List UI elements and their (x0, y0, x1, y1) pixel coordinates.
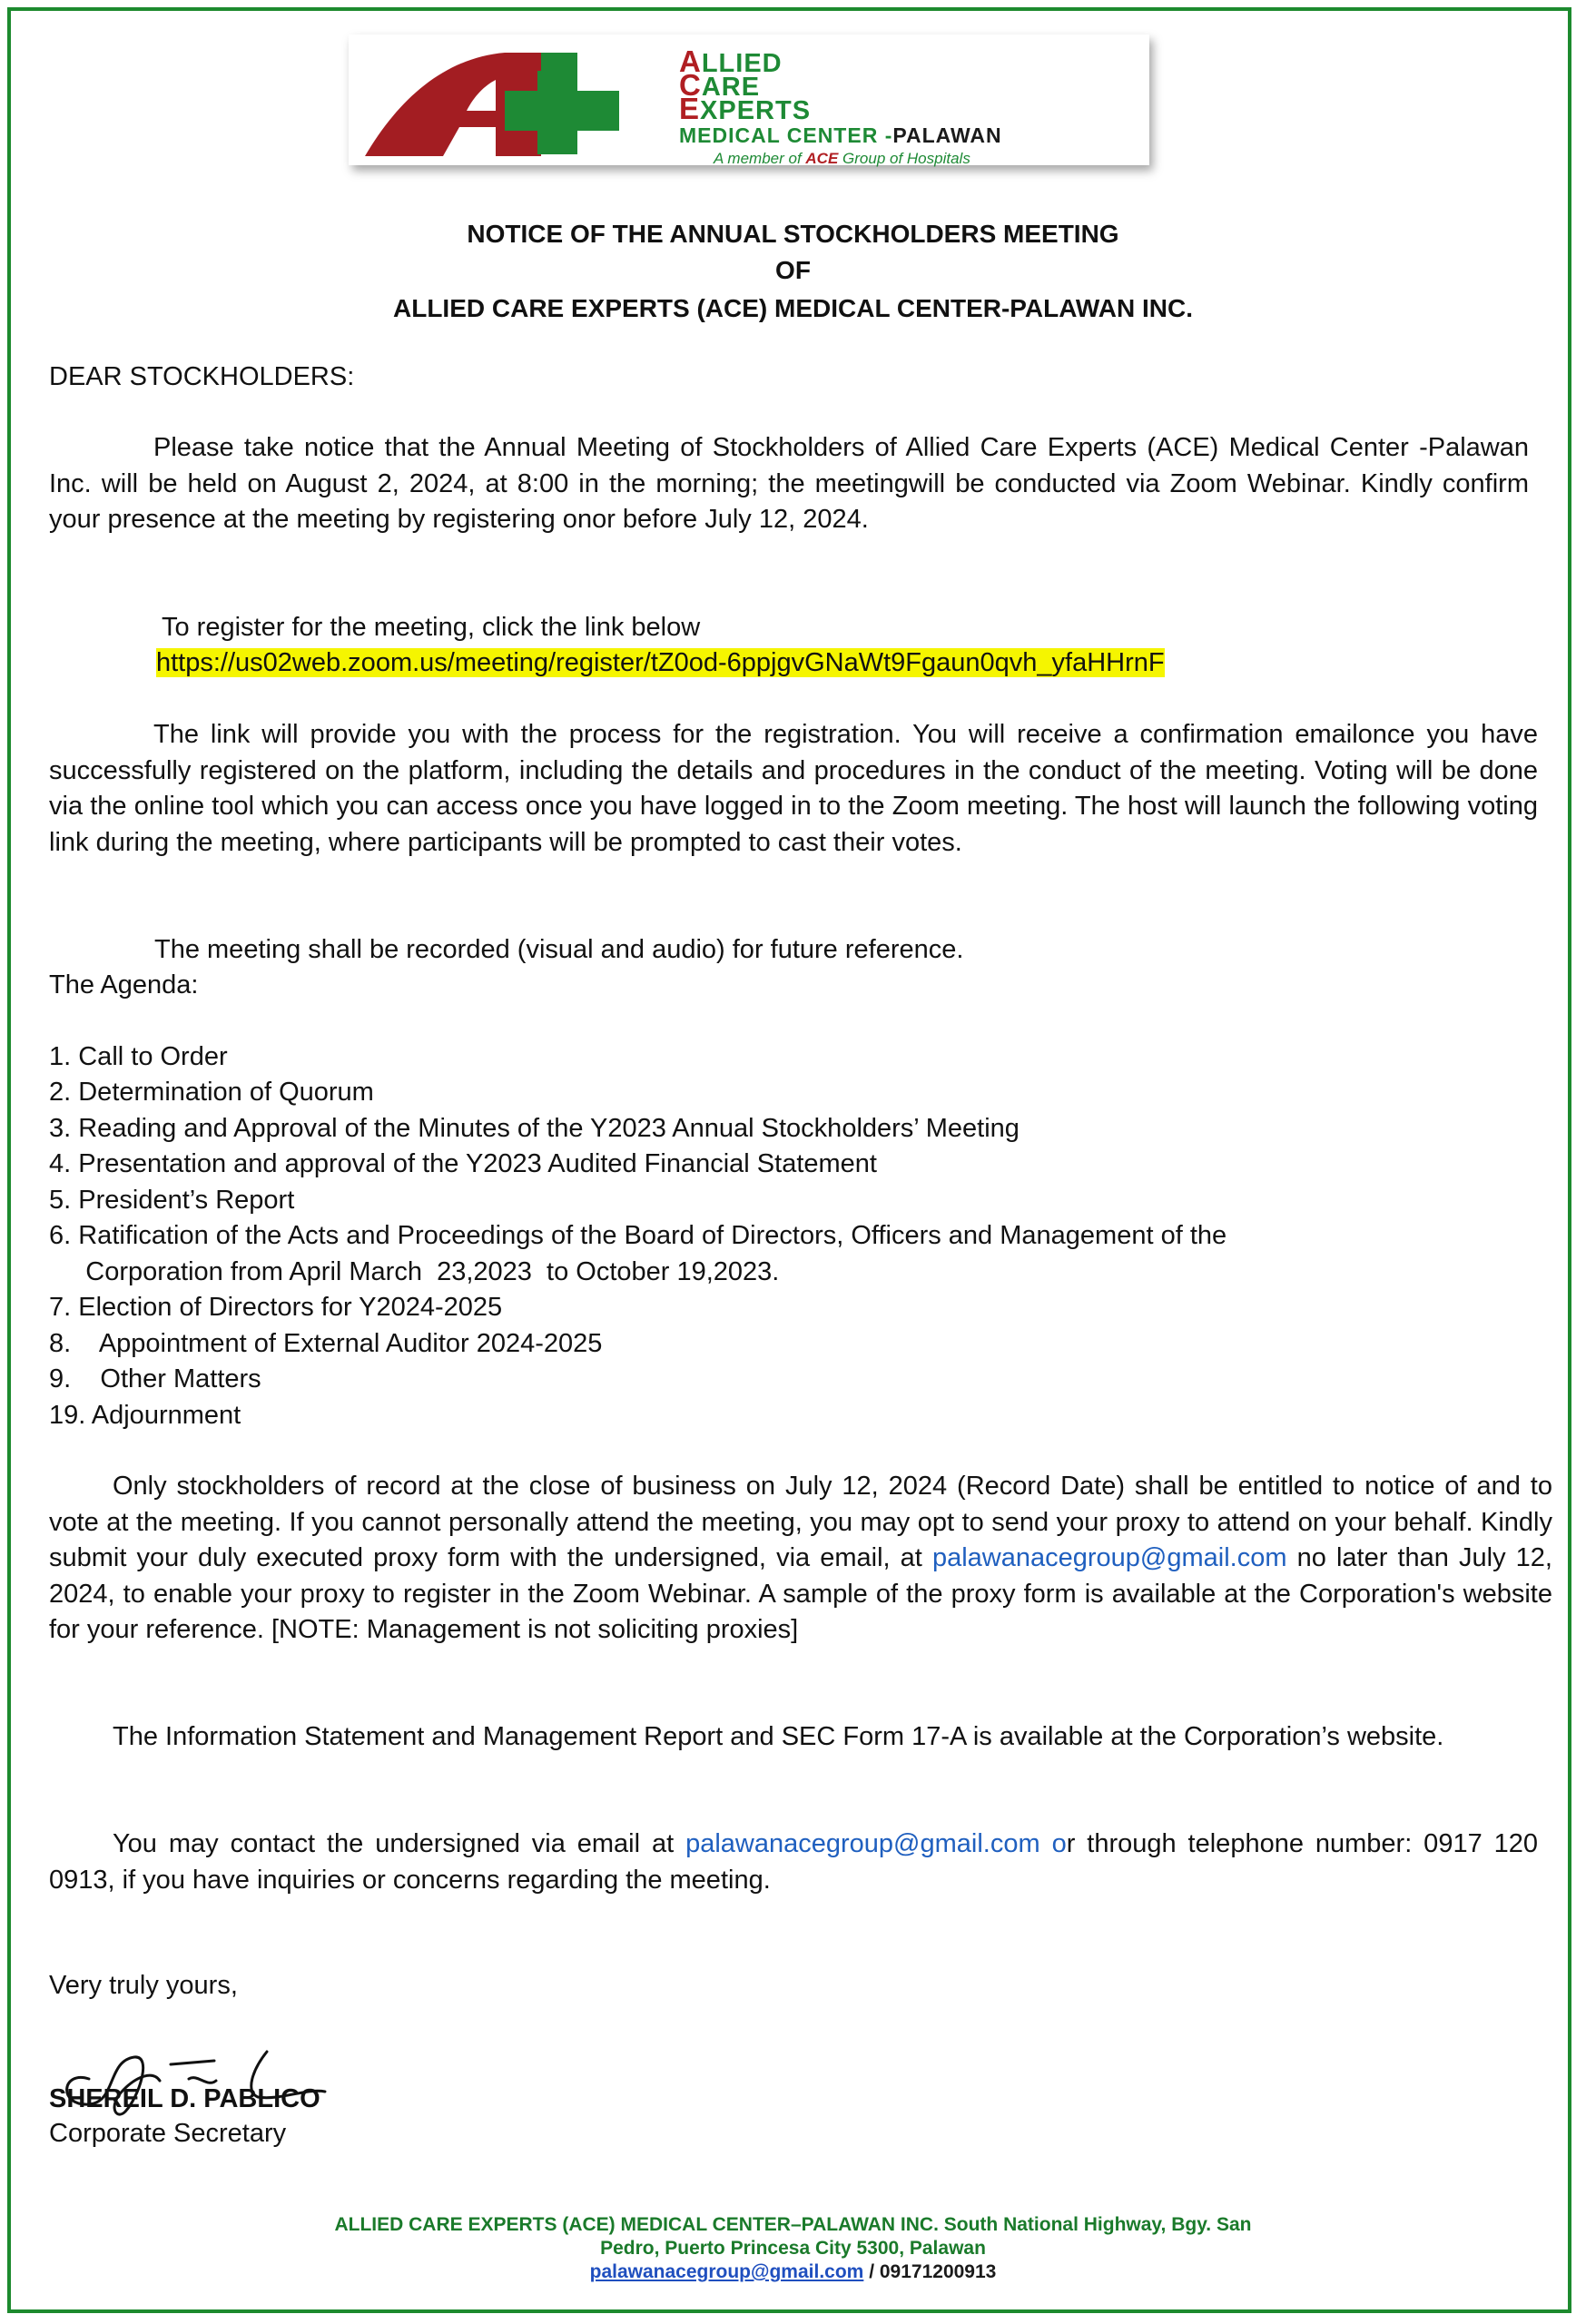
notice-title-line3: ALLIED CARE EXPERTS (ACE) MEDICAL CENTER-PALAWAN INC. (393, 294, 1193, 322)
agenda-item: 7. Election of Directors for Y2024-2025 (49, 1293, 503, 1322)
agenda-item: 1. Call to Order (49, 1042, 228, 1071)
logo-banner (349, 34, 1149, 165)
notice-title-line1: NOTICE OF THE ANNUAL STOCKHOLDERS MEETING (467, 220, 1119, 248)
agenda-heading: The Agenda: (49, 970, 199, 1000)
proxy-email-link[interactable]: palawanacegroup@gmail.com (931, 1543, 1287, 1572)
agenda-item: 8. Appointment of External Auditor 2024-2025 (49, 1329, 603, 1358)
footer-address-line2: Pedro, Puerto Princesa City 5300, Palawan (600, 2238, 986, 2259)
footer-phone: 09171200913 (879, 2261, 997, 2282)
agenda-item: 4. Presentation and approval of the Y2023 Audited Financial Statement (49, 1149, 877, 1178)
recording-note: The meeting shall be recorded (visual and audio) for future reference. (154, 935, 964, 964)
register-intro: To register for the meeting, click the link below (162, 613, 701, 642)
agenda-item: 9. Other Matters (49, 1364, 261, 1393)
logo-line-allied: ALLIED (679, 44, 783, 78)
paragraph-record-date: Only stockholders of record at the close of business on July 12, 2024 (Record Date) shall be entitled to notice of and to vote at the meeting. If you cannot personally attend the meeting, you may opt to send your proxy to attend on your behalf. Kindly submit your duly executed proxy form with the undersigned, via email, at palawanacegroup@gmail.com no later than July 12, 2024, to enable your proxy to register in the Zoom Webinar. A sample of the proxy form is available at the Corporation's website for your reference. [NOTE: Management is not soliciting proxies] (49, 1472, 1552, 1644)
notice-title-line2: OF (775, 256, 811, 284)
footer-email-link[interactable]: palawanacegroup@gmail.com (589, 2261, 864, 2282)
paragraph-information-statement: The Information Statement and Management Report and SEC Form 17-A is available at the Corporation’s website. (113, 1722, 1444, 1751)
logo-medical-center: MEDICAL CENTER -PALAWAN (679, 123, 1002, 147)
paragraph-contact: You may contact the undersigned via email at palawanacegroup@gmail.com or through telephone number: 0917 120 0913, if you have inquiries or concerns regarding the meeting. (49, 1829, 1539, 1895)
paragraph-registration-process: The link will provide you with the process for the registration. You will receive a confirmation emailonce you have successfully registered on the platform, including the details and procedures in the conduct of the meeting. Voting will be done via the online tool which you can access once you have logged in to the Zoom meeting. The host will launch the following voting link during the meeting, where participants will be prompted to cast their votes. (49, 720, 1538, 857)
ace-logo-icon (360, 40, 668, 160)
logo-member-tagline: A member of ACE Group of Hospitals (714, 150, 970, 167)
footer-address-line1: ALLIED CARE EXPERTS (ACE) MEDICAL CENTER–PALAWAN INC. South National Highway, Bgy. San (334, 2214, 1252, 2235)
footer-contact: palawanacegroup@gmail.com / 09171200913 (589, 2261, 997, 2282)
signatory-title: Corporate Secretary (49, 2119, 287, 2148)
agenda-item: 3. Reading and Approval of the Minutes of the Y2023 Annual Stockholders’ Meeting (49, 1114, 1020, 1143)
logo-wordmark (679, 44, 1002, 168)
contact-email-link[interactable]: palawanacegroup@gmail.com o (685, 1829, 1067, 1858)
agenda-item: 6. Ratification of the Acts and Proceedings of the Board of Directors, Officers and Management of the (49, 1221, 1227, 1250)
salutation: DEAR STOCKHOLDERS: (49, 362, 355, 391)
agenda-item: 5. President’s Report (49, 1186, 295, 1215)
agenda-item: 19. Adjournment (49, 1401, 241, 1430)
logo-line-experts: EXPERTS (679, 92, 812, 125)
agenda-item: 2. Determination of Quorum (49, 1078, 374, 1107)
signatory-name: SHEREIL D. PABLICO (49, 2084, 320, 2113)
paragraph-meeting-notice: Please take notice that the Annual Meeting of Stockholders of Allied Care Experts (ACE) Medical Center -Palawan Inc. will be held on August 2, 2024, at 8:00 in the morning; the meetingwill be conducted via Zoom Webinar. Kindly confirm your presence at the meeting by registering onor before July 12, 2024. (49, 433, 1529, 534)
register-link[interactable]: https://us02web.zoom.us/meeting/register/tZ0od-6ppjgvGNaWt9Fgaun0qvh_yfaHHrnF (156, 648, 1165, 677)
register-link-line (156, 645, 1165, 682)
agenda-item-continuation: Corporation from April March 23,2023 to October 19,2023. (49, 1257, 780, 1286)
closing: Very truly yours, (49, 1971, 238, 2000)
logo-line-care: CARE (679, 68, 761, 102)
